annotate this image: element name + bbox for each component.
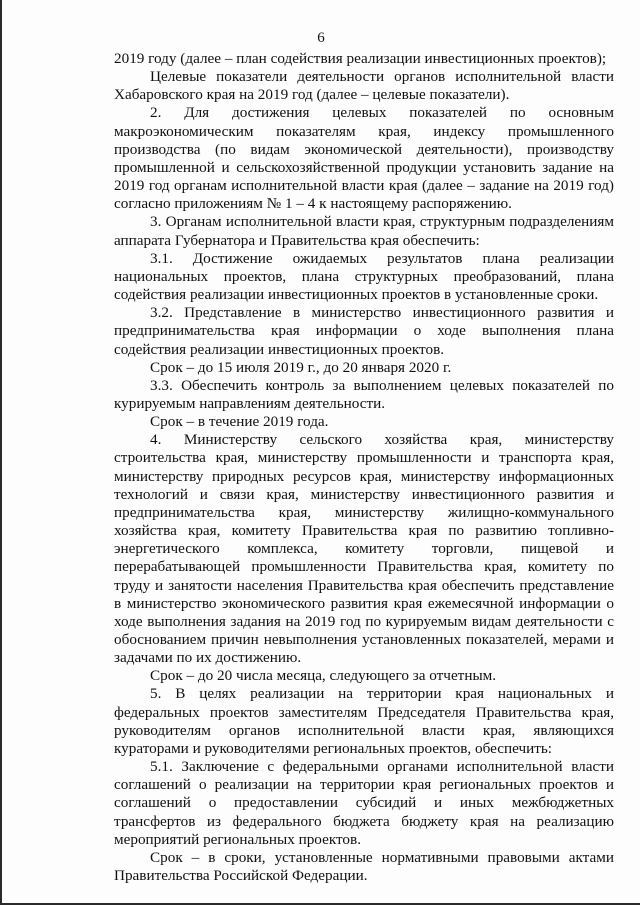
paragraph-item-3-1: 3.1. Достижение ожидаемых результатов плана реализации национальных проектов, плана структурных преобразований, плана содействия реализации инвестиционных проектов в установленные сроки. (114, 249, 614, 304)
paragraph-item-5: 5. В целях реализации на территории края национальных и федеральных проектов заместителям Председателя Правительства края, руководителям органов исполнительной власти края, являющихся кураторами и руководителями региональных проектов, обеспечить: (114, 685, 614, 757)
paragraph-item-2: 2. Для достижения целевых показателей по основным макроэкономическим показателям края, индексу промышленного производства (по видам экономической деятельности), производству промышленной и сельскохозяйственной продукции установить задание на 2019 год органам исполнительной власти края (далее – задание на 2019 год) согласно приложениям № 1 – 4 к настоящему распоряжению. (114, 104, 614, 213)
paragraph-target-indicators: Целевые показатели деятельности органов исполнительной власти Хабаровского края на 2019 год (далее – целевые показатели). (114, 68, 614, 104)
deadline-3-3: Срок – в течение 2019 года. (150, 413, 329, 431)
document-body (114, 50, 614, 885)
paragraph-item-3-2: 3.2. Представление в министерство инвестиционного развития и предпринимательства края информации о ходе выполнения плана содействия реализации инвестиционных проектов. (114, 304, 614, 358)
paragraph-continuation: 2019 году (далее – план содействия реализации инвестиционных проектов); (114, 50, 607, 67)
page-number: 6 (317, 30, 325, 46)
deadline-3-2: Срок – до 15 июля 2019 г., до 20 января 2020 г. (150, 358, 452, 376)
paragraph-item-3-3: 3.3. Обеспечить контроль за выполнением целевых показателей по курируемым направлениям деятельности. (114, 376, 614, 412)
paragraph-item-4: 4. Министерству сельского хозяйства края, министерству строительства края, министерству промышленности и транспорта края, министерству природных ресурсов края, министерству информационных технологий и связи края, министерству инвестиционного развития и предпринимательства края, министерству жилищно-коммунального хозяйства края, комитету Правительства края по развитию топливно-энергетического комплекса, комитету торговли, пищевой и перерабатывающей промышленности Правительства края, комитету по труду и занятости населения Правительства края обеспечить представление в министерство экономического развития края ежемесячной информации о ходе выполнения задания на 2019 год по курируемым видам деятельности с обоснованием причин невыполнения установленных показателей, мерами и задачами по их достижению. (114, 431, 614, 667)
paragraph-item-5-1: 5.1. Заключение с федеральными органами исполнительной власти соглашений о реализации на территории края региональных проектов и соглашений о предоставлении субсидий и иных межбюджетных трансфертов из федерального бюджета бюджету края на реализацию мероприятий региональных проектов. (114, 758, 614, 848)
deadline-4: Срок – до 20 числа месяца, следующего за отчетным. (150, 667, 497, 685)
paragraph-item-3: 3. Органам исполнительной власти края, структурным подразделениям аппарата Губернатора и Правительства края обеспечить: (114, 213, 614, 249)
deadline-5-1: Срок – в сроки, установленные нормативными правовыми актами Правительства Российской Федерации. (114, 848, 614, 885)
